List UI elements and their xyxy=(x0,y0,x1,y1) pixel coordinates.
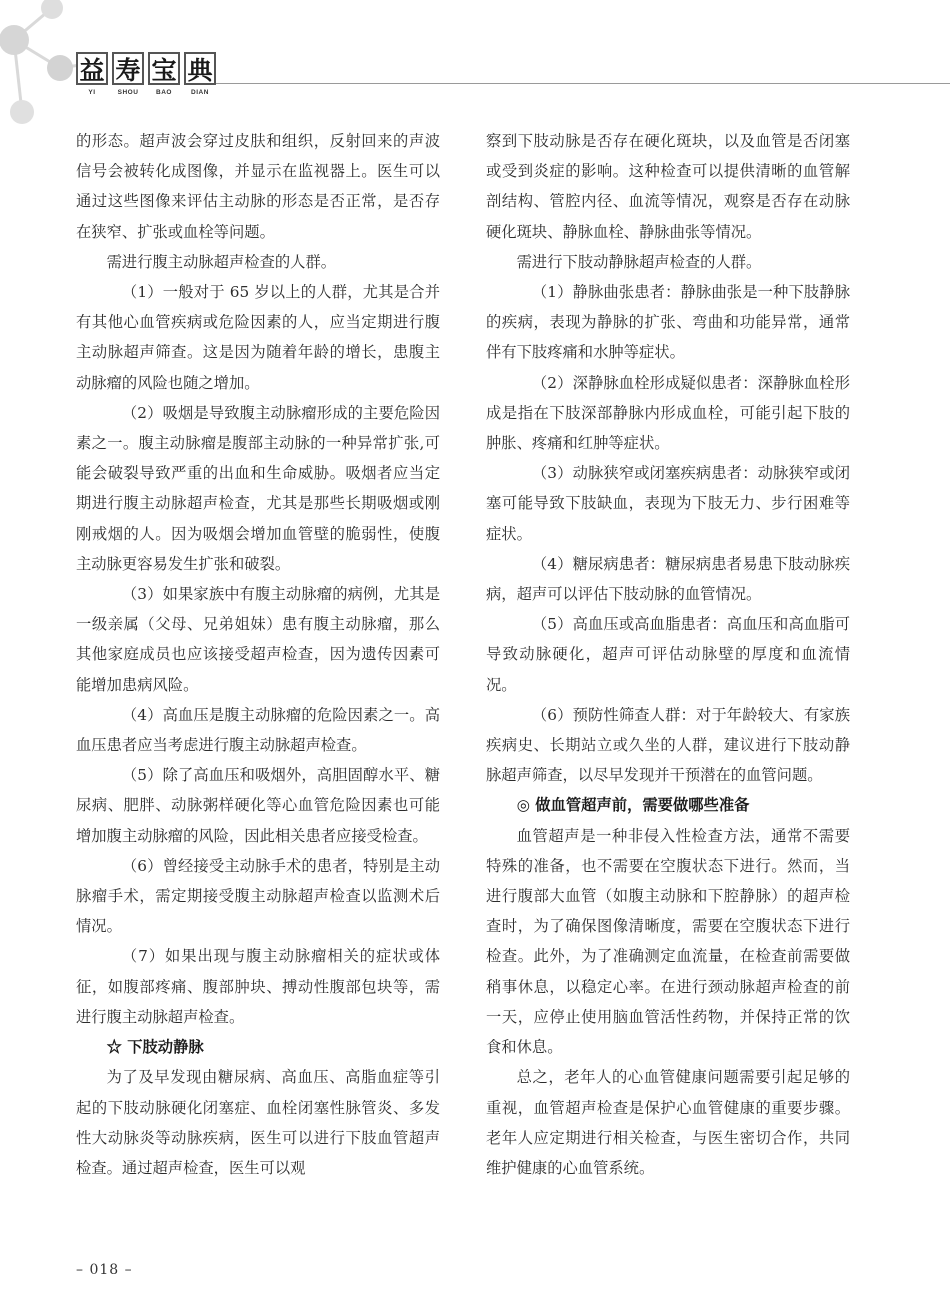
paragraph: 需进行下肢动静脉超声检查的人群。 xyxy=(516,252,762,271)
journal-title xyxy=(76,52,216,85)
paragraph: （7）如果出现与腹主动脉瘤相关的症状或体征，如腹部疼痛、腹部肿块、搏动性腹部包块等，需进行腹主动脉超声检查。 xyxy=(76,947,440,1026)
paragraph: （6）预防性筛查人群：对于年龄较大、有家族疾病史、长期站立或久坐的人群，建议进行下肢动静脉超声筛查，以尽早发现并干预潜在的血管问题。 xyxy=(486,705,850,785)
pinyin-label: SHOU xyxy=(117,89,139,96)
paragraph: 血管超声是一种非侵入性检查方法，通常不需要特殊的准备，也不需要在空腹状态下进行。然而，当进行腹部大血管（如腹主动脉和下腔静脉）的超声检查时，为了确保图像清晰度，需要在空腹状态下进行检查。此外，为了准确测定血流量，在检查前需要做稍事休息，以稳定心率。在进行颈动脉超声检查的前一天，应停止使用脑血管活性药物，并保持正常的饮食和休息。 xyxy=(486,826,850,1057)
section-heading: ◎ 做血管超声前，需要做哪些准备 xyxy=(516,796,750,815)
title-char: 宝 xyxy=(148,52,180,85)
page-number: – 018 – xyxy=(76,1262,133,1278)
journal-header xyxy=(76,52,216,96)
paragraph: （5）除了高血压和吸烟外，高胆固醇水平、糖尿病、肥胖、动脉粥样硬化等心血管危险因素也可能增加腹主动脉瘤的风险，因此相关患者应接受检查。 xyxy=(76,766,440,845)
paragraph: 需进行腹主动脉超声检查的人群。 xyxy=(106,252,337,271)
paragraph: （6）曾经接受主动脉手术的患者，特别是主动脉瘤手术，需定期接受腹主动脉超声检查以监测术后情况。 xyxy=(76,856,440,936)
paragraph: （3）动脉狭窄或闭塞疾病患者：动脉狭窄或闭塞可能导致下肢缺血，表现为下肢无力、步行困难等症状。 xyxy=(486,464,850,543)
section-heading: ☆ 下肢动静脉 xyxy=(106,1038,204,1057)
journal-pinyin xyxy=(76,89,216,96)
title-char: 益 xyxy=(76,52,108,85)
paragraph: 为了及早发现由糖尿病、高血压、高脂血症等引起的下肢动脉硬化闭塞症、血栓闭塞性脉管炎、多发性大动脉炎等动脉疾病，医生可以进行下肢血管超声检查。通过超声检查，医生可以观 xyxy=(76,1068,440,1177)
right-column xyxy=(486,126,850,1183)
left-column xyxy=(76,126,440,1183)
paragraph: （1）一般对于 65 岁以上的人群，尤其是合并有其他心血管疾病或危险因素的人，应当定期进行腹主动脉超声筛查。这是因为随着年龄的增长，患腹主动脉瘤的风险也随之增加。 xyxy=(76,283,440,392)
paragraph: （5）高血压或高血脂患者：高血压和高血脂可导致动脉硬化，超声可评估动脉壁的厚度和血流情况。 xyxy=(486,615,850,694)
header-rule xyxy=(216,83,950,84)
pinyin-label: BAO xyxy=(156,89,172,96)
paragraph: 总之，老年人的心血管健康问题需要引起足够的重视，血管超声检查是保护心血管健康的重要步骤。老年人应定期进行相关检查，与医生密切合作，共同维护健康的心血管系统。 xyxy=(486,1068,850,1177)
title-char: 寿 xyxy=(112,52,144,85)
pinyin-label: DIAN xyxy=(191,89,209,96)
paragraph: 的形态。超声波会穿过皮肤和组织，反射回来的声波信号会被转化成图像，并显示在监视器上。医生可以通过这些图像来评估主动脉的形态是否正常，是否存在狭窄、扩张或血栓等问题。 xyxy=(76,132,440,241)
paragraph: 察到下肢动脉是否存在硬化斑块，以及血管是否闭塞或受到炎症的影响。这种检查可以提供清晰的血管解剖结构、管腔内径、血流等情况，观察是否存在动脉硬化斑块、静脉血栓、静脉曲张等情况。 xyxy=(486,132,850,241)
paragraph: （4）高血压是腹主动脉瘤的危险因素之一。高血压患者应当考虑进行腹主动脉超声检查。 xyxy=(76,705,440,755)
pinyin-label: YI xyxy=(88,89,96,96)
title-char: 典 xyxy=(184,52,216,85)
paragraph: （3）如果家族中有腹主动脉瘤的病例，尤其是一级亲属（父母、兄弟姐妹）患有腹主动脉瘤，那么其他家庭成员也应该接受超声检查，因为遗传因素可能增加患病风险。 xyxy=(76,585,440,694)
paragraph: （2）深静脉血栓形成疑似患者：深静脉血栓形成是指在下肢深部静脉内形成血栓，可能引起下肢的肿胀、疼痛和红肿等症状。 xyxy=(486,373,850,453)
paragraph: （1）静脉曲张患者：静脉曲张是一种下肢静脉的疾病，表现为静脉的扩张、弯曲和功能异常，通常伴有下肢疼痛和水肿等症状。 xyxy=(486,283,850,362)
paragraph: （4）糖尿病患者：糖尿病患者易患下肢动脉疾病，超声可以评估下肢动脉的血管情况。 xyxy=(486,554,850,604)
paragraph: （2）吸烟是导致腹主动脉瘤形成的主要危险因素之一。腹主动脉瘤是腹部主动脉的一种异常扩张,可能会破裂导致严重的出血和生命威胁。吸烟者应当定期进行腹主动脉超声检查，尤其是那些长期吸烟或刚刚戒烟的人。因为吸烟会增加血管壁的脆弱性，使腹主动脉更容易发生扩张和破裂。 xyxy=(76,403,440,573)
